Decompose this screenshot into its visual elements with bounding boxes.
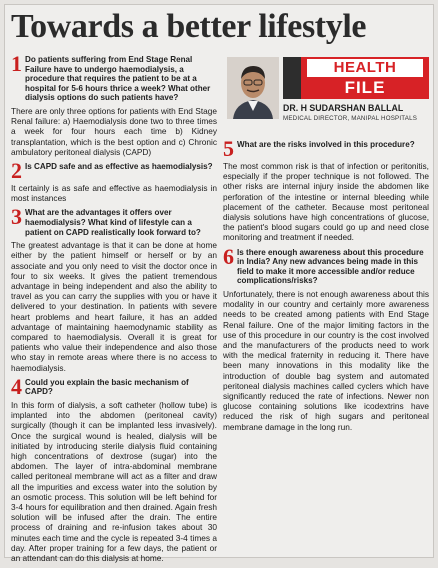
author-portrait-icon <box>227 57 279 119</box>
badge-file-label: FILE <box>344 78 386 97</box>
qa-item-5 <box>223 136 429 243</box>
question-number: 6 <box>223 243 234 269</box>
answer-text <box>223 161 429 243</box>
question-text: What are the risks involved in this procedure? <box>237 140 415 149</box>
badge-accent <box>283 57 301 99</box>
question-number: 3 <box>11 204 22 230</box>
qa-item-3 <box>11 204 217 373</box>
question-number: 5 <box>223 136 234 161</box>
question-number: 2 <box>11 157 22 183</box>
health-file-box <box>223 55 429 137</box>
question-text: Could you explain the basic mechanism of CAPD? <box>25 377 189 397</box>
answer-text <box>11 106 217 157</box>
author-photo <box>227 57 279 119</box>
badge-health-label: HEALTH <box>307 59 423 77</box>
answer-paragraph: The most common risk is that of infection or peritonitis, especially if the proper technique is not followed. The other risks are internal injury inside the abdomen like perforation of the intestine or internal bleeding while placement of the catheter. Because most peritoneal dialysis solutions have high concentrations of glucose, the patient's blood sugars could go up and need close monitoring and treatment if needed. <box>223 161 429 243</box>
qa-item-6 <box>223 243 429 432</box>
question-text: Is there enough awareness about this procedure in India? Any new advances being made in this field to make it more accessible and/or reduce complications/risks? <box>237 247 424 286</box>
answer-paragraph: It certainly is as safe and effective as haemodialysis in most instances <box>11 182 217 204</box>
author-name: DR. H SUDARSHAN BALLAL <box>283 103 404 113</box>
right-column <box>223 136 429 437</box>
qa-item-4 <box>11 373 217 564</box>
author-affiliation: MEDICAL DIRECTOR, MANIPAL HOSPITALS <box>283 115 418 122</box>
question-number: 1 <box>11 51 22 76</box>
answer-text <box>11 400 217 563</box>
question-text: Do patients suffering from End Stage Renal Failure have to undergo haemodialysis, a procedure that requires the patient to be at a hospital for 5-6 hours thrice a week? What other dialysis options do such patients have? <box>25 55 211 103</box>
answer-paragraph: The greatest advantage is that it can be done at home either by the patient himself or herself or by an associate and you only need to visit the doctor once in four to six weeks. It gives the patient tremendous advantage in being independent and also the ability to travel as you can carry the supplies with you or have it delivered to your destination. In patients with severe heart problems and heart failure, it has an added advantage of maintaining haemodynamic stability as compared to haemodialysis. Overall it is great for patients who value their independence and also those who stay in remote areas where there is no access to haemodialysis. <box>11 240 217 373</box>
answer-text <box>11 183 217 203</box>
qa-item-2 <box>11 157 217 204</box>
answer-text <box>11 240 217 373</box>
newspaper-clipping <box>4 4 434 564</box>
qa-item-1 <box>11 51 217 157</box>
question-text: Is CAPD safe and as effective as haemodialysis? <box>25 161 213 171</box>
headline: Towards a better lifestyle <box>11 8 367 45</box>
question-text: What are the advantages it offers over haemodialysis? What kind of lifestyle can a patient on CAPD realistically look forward to? <box>25 208 201 237</box>
left-column <box>11 51 217 568</box>
question-number: 4 <box>11 373 22 399</box>
answer-paragraph: In this form of dialysis, a soft catheter (hollow tube) is implanted into the abdomen (peritoneal cavity) surgically (though it can be implanted less invasively). Once the surgical wound is healed, dialysis will be initiated by introducing sterile dialysis fluid containing high concentrations of dextrose (sugar) into the abdomen. The layer of intra-abdominal membrane called peritoneal membrane will act as a filter and draw all the impurities and excess water into the solution by an osmotic process. This solution will be left behind for 3-4 hours for equilibration and then drained. Again fresh solution will be infused after the drain. The entire process of draining and re-infusion takes about 30 minutes each time and the cycle is repeated 3-4 times a day. After proper training for a few days, the patient or an attendant can do this dialysis at home. <box>11 400 217 564</box>
answer-text <box>223 289 429 432</box>
answer-paragraph: There are only three options for patients with End Stage Renal failure: a) Haemodialysis done two to three times a week for four hours each time b) Kidney transplantation, which is the best option and c) Chronic ambulatory peritoneal dialysis (CAPD) <box>11 105 217 157</box>
answer-paragraph: Unfortunately, there is not enough awareness about this modality in our country and certainly more awareness needs to be created among patients with End Stage Renal failure. One of the major limiting factors in the use of this procedure in our country is the cost involved and the manufacturers of the products need to work with the medical fraternity in reducing it. There have been many innovations in this modality like the introduction of double bag system and automated peritoneal dialysis machines called cyclers which have significantly reduced the rate of infections. Newer non glucose containing solutions like icodextrins have reduced the risk of high sugars and peritoneal membrane damage in the long run. <box>223 289 429 432</box>
